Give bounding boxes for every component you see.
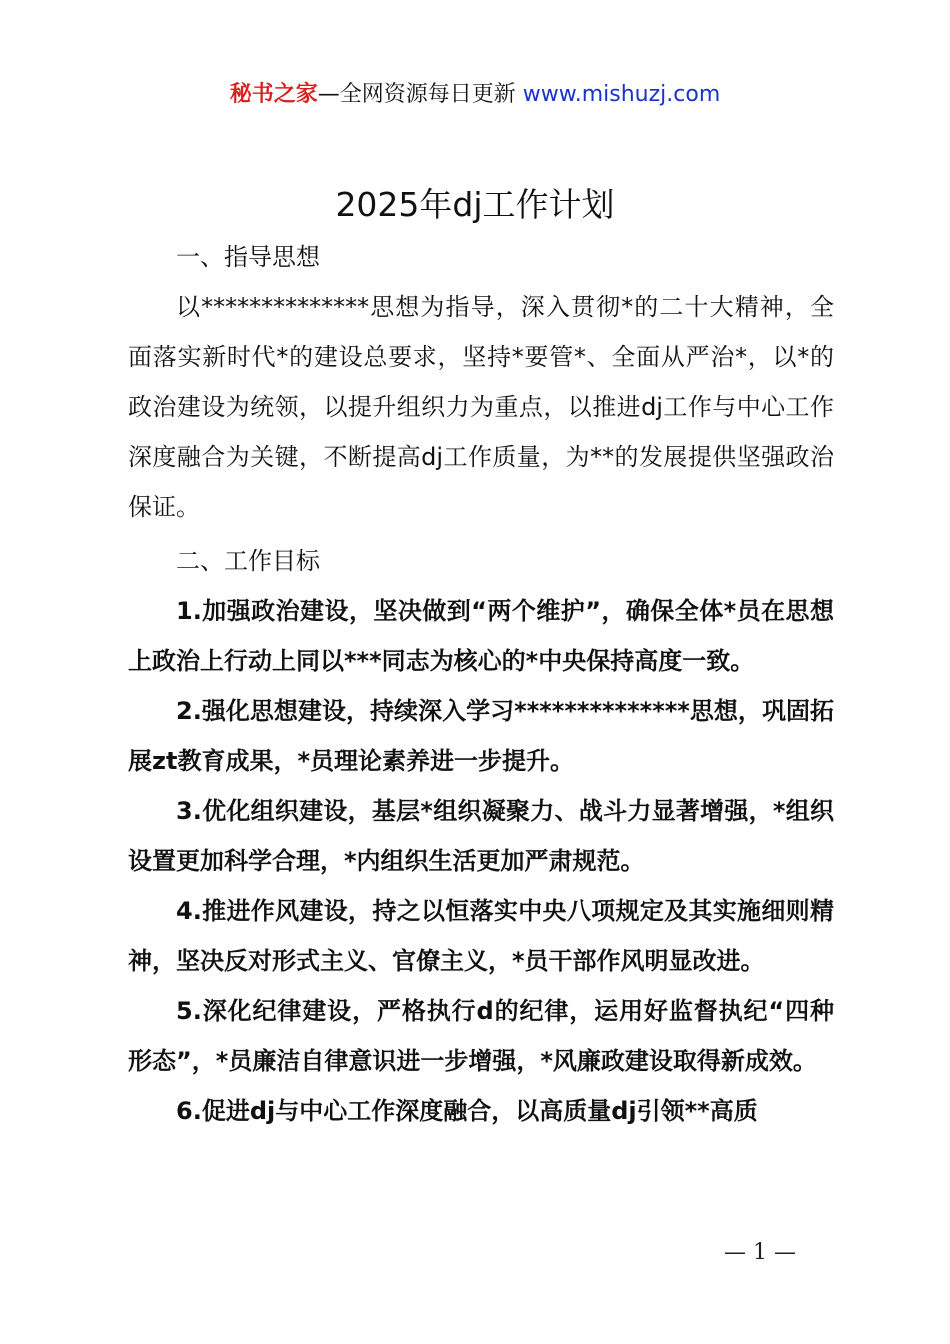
goal-item-6: 6.促进dj与中心工作深度融合，以高质量dj引领**高质 — [176, 1097, 758, 1125]
site-url-link[interactable]: www.mishuzj.com — [522, 82, 721, 107]
header-tagline: —全网资源每日更新 — [317, 82, 523, 107]
section-heading-guiding-ideology: 一、指导思想 — [176, 243, 320, 271]
guiding-ideology-paragraph: 以**************思想为指导，深入贯彻*的二十大精神，全面落实新时代*的建设总要求，坚持*要管*、全面从严治*，以*的政治建设为统领，以提升组织力为重点，以推进dj工作与中心工作深度融合为关键，不断提高dj工作质量，为**的发展提供坚强政治保证。 — [128, 293, 834, 521]
brand-name: 秘书之家 — [229, 82, 318, 107]
section-heading-work-goals: 二、工作目标 — [176, 547, 320, 575]
goal-item-4: 4.推进作风建设，持之以恒落实中央八项规定及其实施细则精神，坚决反对形式主义、官僚主义，*员干部作风明显改进。 — [128, 897, 834, 975]
document-body — [128, 232, 834, 1136]
page-number: — 1 — — [724, 1240, 796, 1265]
goal-item-2: 2.强化思想建设，持续深入学习**************思想，巩固拓展zt教育成果，*员理论素养进一步提升。 — [128, 697, 834, 775]
goal-item-3: 3.优化组织建设，基层*组织凝聚力、战斗力显著增强，*组织设置更加科学合理，*内组织生活更加严肃规范。 — [128, 797, 834, 875]
goal-item-1: 1.加强政治建设，坚决做到“两个维护”，确保全体*员在思想上政治上行动上同以***同志为核心的*中央保持高度一致。 — [128, 597, 834, 675]
goal-item-5: 5.深化纪律建设，严格执行d的纪律，运用好监督执纪“四种形态”，*员廉洁自律意识进一步增强，*风廉政建设取得新成效。 — [128, 997, 834, 1075]
document-title: 2025年dj工作计划 — [335, 185, 615, 224]
site-header — [0, 78, 950, 112]
